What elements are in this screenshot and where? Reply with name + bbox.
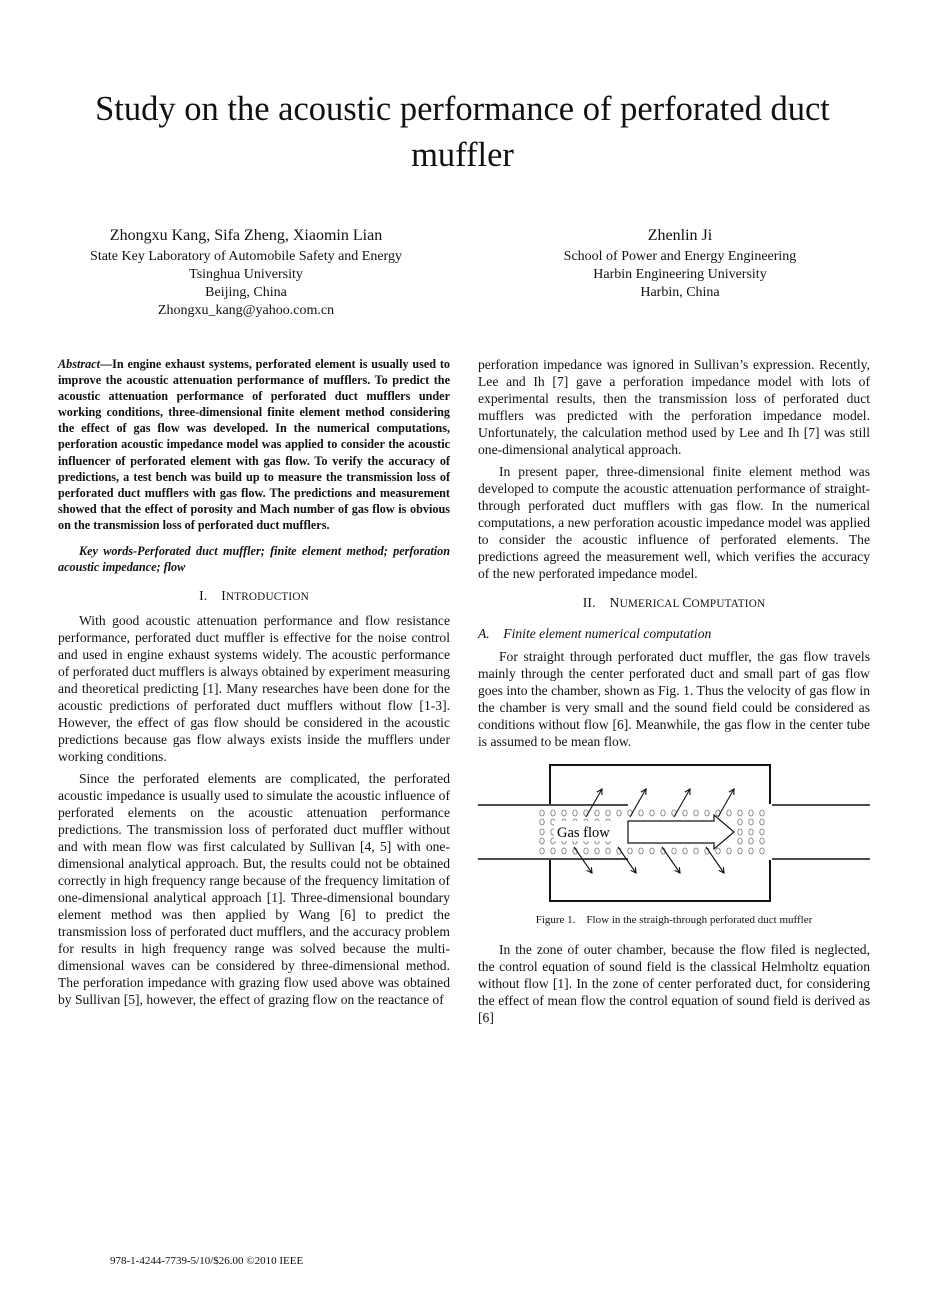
- abstract-text: —In engine exhaust systems, perforated element is usually used to improve the acoustic attenuation performance of mufflers. To predict the acoustic attenuation performance of perforated duct mufflers under working conditions, three-dimensional finite element method considering the effect of gas flow was developed. In the numerical computations, perforation acoustic impedance model was applied to consider the acoustic influencer of perforated element with gas flow. To verify the accuracy of predictions, a test bench was build up to measure the transmission loss of perforated duct mufflers with gas flow. The predictions and measurement showed that the effect of porosity and Mach number of gas flow is obvious on the transmission loss of perforated duct mufflers.: [58, 357, 450, 532]
- perforation-hole: [606, 848, 610, 854]
- paragraph: Since the perforated elements are complicated, the perforated acoustic impedance is usually used to simulate the acoustic influence of perforated elements on the acoustic attenuation performance predictions. The transmission loss of perforated duct muffler without and with mean flow was first calculated by Sullivan [4, 5] with one-dimensional analytical approach. But, the results could not be obtained correctly in high frequency range because of the frequency limitation of one-dimensional analytical approach [1]. Three-dimensional boundary element method was then applied by Wang [6] to predict the transmission loss of perforated duct mufflers, and the accuracy problem for results in high frequency range was solved because the multi-dimensional waves can be considered by three-dimensional method. The perforation impedance with grazing flow used above was obtained by Sullivan [5], however, the effect of grazing flow on the reactance of: [58, 771, 450, 1008]
- author-email: Zhongxu_kang@yahoo.com.cn: [157, 303, 335, 318]
- chamber-top-wall: [550, 765, 770, 804]
- author-city: Beijing, China: [205, 285, 287, 300]
- perforation-hole: [749, 829, 753, 835]
- perforation-hole: [738, 838, 742, 844]
- perforation-hole: [650, 810, 654, 816]
- perforation-hole: [540, 838, 544, 844]
- perforation-hole: [650, 848, 654, 854]
- author-block-left: [46, 226, 446, 320]
- perforation-hole: [727, 810, 731, 816]
- leak-arrow: [574, 847, 592, 873]
- perforation-hole: [540, 810, 544, 816]
- left-column: [58, 356, 450, 1013]
- paper-title: Study on the acoustic performance of perforated duct muffler: [95, 90, 830, 174]
- perforation-hole: [540, 819, 544, 825]
- author-university: Harbin Engineering University: [593, 267, 767, 282]
- leak-arrow: [618, 847, 636, 873]
- perforation-hole: [694, 810, 698, 816]
- perforation-hole: [595, 848, 599, 854]
- perforation-hole: [727, 848, 731, 854]
- author-affiliation: School of Power and Energy Engineering: [563, 249, 797, 264]
- author-university: Tsinghua University: [189, 267, 303, 282]
- perforation-hole: [760, 819, 764, 825]
- perforation-hole: [672, 848, 676, 854]
- perforation-hole: [639, 848, 643, 854]
- author-affiliation: State Key Laboratory of Automobile Safety and Energy: [90, 249, 402, 264]
- perforation-hole: [562, 810, 566, 816]
- right-column: [478, 356, 870, 1031]
- perforation-hole: [584, 848, 588, 854]
- perforation-hole: [540, 848, 544, 854]
- perforation-hole: [540, 829, 544, 835]
- chamber-bottom-wall: [550, 860, 770, 901]
- perforation-hole: [683, 810, 687, 816]
- leak-arrow: [674, 789, 690, 817]
- abstract: [58, 356, 450, 533]
- footer-copyright: 978-1-4244-7739-5/10/$26.00 ©2010 IEEE: [110, 1255, 304, 1267]
- perforation-hole: [617, 810, 621, 816]
- perforation-hole: [595, 810, 599, 816]
- perforation-hole: [749, 838, 753, 844]
- perforation-hole: [694, 848, 698, 854]
- leak-arrow: [630, 789, 646, 817]
- author-block-right: [480, 226, 880, 302]
- paragraph: In present paper, three-dimensional finite element method was developed to compute the acoustic attenuation performance of straight-through perforated duct mufflers with gas flow. In the numerical computations, a new perforation acoustic impedance model was applied to consider the acoustic influence of perforated elements. The predictions agreed the measurement well, which verifies the accuracy of the new perforated impedance model.: [478, 464, 870, 581]
- perforation-hole: [639, 810, 643, 816]
- figure-caption: Figure 1. Flow in the straigh-through perforated duct muffler: [535, 914, 813, 926]
- perforation-hole: [738, 829, 742, 835]
- keywords: Key words-Perforated duct muffler; finite element method; perforation acoustic impedance; flow: [58, 544, 450, 575]
- section-heading-numerical-computation: II. NUMERICAL COMPUTATION: [582, 595, 766, 610]
- flow-arrow: [628, 815, 734, 849]
- perforation-hole: [661, 810, 665, 816]
- author-city: Harbin, China: [640, 285, 720, 300]
- paragraph: For straight through perforated duct muffler, the gas flow travels mainly through the center perforated duct and small part of gas flow goes into the chamber, shown as Fig. 1. Thus the velocity of gas flow in the chamber is very small and the sound field could be considered as conditions without flow [6]. Meanwhile, the gas flow in the center tube is assumed to be mean flow.: [478, 649, 870, 749]
- author-names: Zhongxu Kang, Sifa Zheng, Xiaomin Lian: [109, 227, 383, 244]
- perforation-hole: [683, 848, 687, 854]
- perforation-hole: [760, 829, 764, 835]
- perforation-hole: [606, 810, 610, 816]
- perforation-hole: [760, 838, 764, 844]
- perforation-hole: [749, 819, 753, 825]
- perforation-hole: [705, 810, 709, 816]
- abstract-lead: Abstract: [58, 357, 100, 371]
- paragraph: With good acoustic attenuation performance and flow resistance performance, perforated duct muffler is effective for the noise control and used in engine exhaust systems widely. The acoustic performance of perforated duct mufflers is always obtained by experiment measuring and theoretical predicting [1]. Many researches have been done for the acoustic predictions of perforated duct mufflers without flow [1-3]. However, the effect of gas flow should be considered in the acoustic predictions because gas flow always exists inside the mufflers under working conditions.: [58, 613, 450, 765]
- perforation-hole: [760, 810, 764, 816]
- leak-arrow: [586, 789, 602, 817]
- perforation-hole: [738, 848, 742, 854]
- perforation-hole: [551, 810, 555, 816]
- perforation-hole: [628, 848, 632, 854]
- perforation-hole: [738, 819, 742, 825]
- paragraph: perforation impedance was ignored in Sullivan’s expression. Recently, Lee and Ih [7] gave a perforation impedance model with lots of experimental results, then the transmission loss of perforated duct mufflers was predicted with the perforation impedance model. Unfortunately, the calculation method used by Lee and Ih [7] was still one-dimensional analytical approach.: [478, 357, 870, 457]
- perforation-hole: [573, 810, 577, 816]
- perforation-hole: [562, 848, 566, 854]
- figure-1: [478, 755, 870, 911]
- perforation-hole: [738, 810, 742, 816]
- perforation-hole: [716, 848, 720, 854]
- subsection-heading: A. Finite element numerical computation: [478, 626, 712, 641]
- gas-flow-label: Gas flow: [557, 825, 610, 841]
- perforation-hole: [749, 810, 753, 816]
- perforation-hole: [551, 848, 555, 854]
- author-names: Zhenlin Ji: [647, 227, 713, 244]
- muffler-diagram: [478, 755, 870, 911]
- leak-arrow: [706, 847, 724, 873]
- paragraph: In the zone of outer chamber, because the flow filed is neglected, the control equation of sound field is the classical Helmholtz equation without flow [1]. In the zone of center perforated duct, for considering the effect of mean flow the control equation of sound field is derived as [6]: [478, 942, 870, 1025]
- perforation-hole: [749, 848, 753, 854]
- perforation-hole: [760, 848, 764, 854]
- leak-arrow: [662, 847, 680, 873]
- section-heading-introduction: I. INTRODUCTION: [199, 588, 309, 604]
- leak-arrow: [718, 789, 734, 817]
